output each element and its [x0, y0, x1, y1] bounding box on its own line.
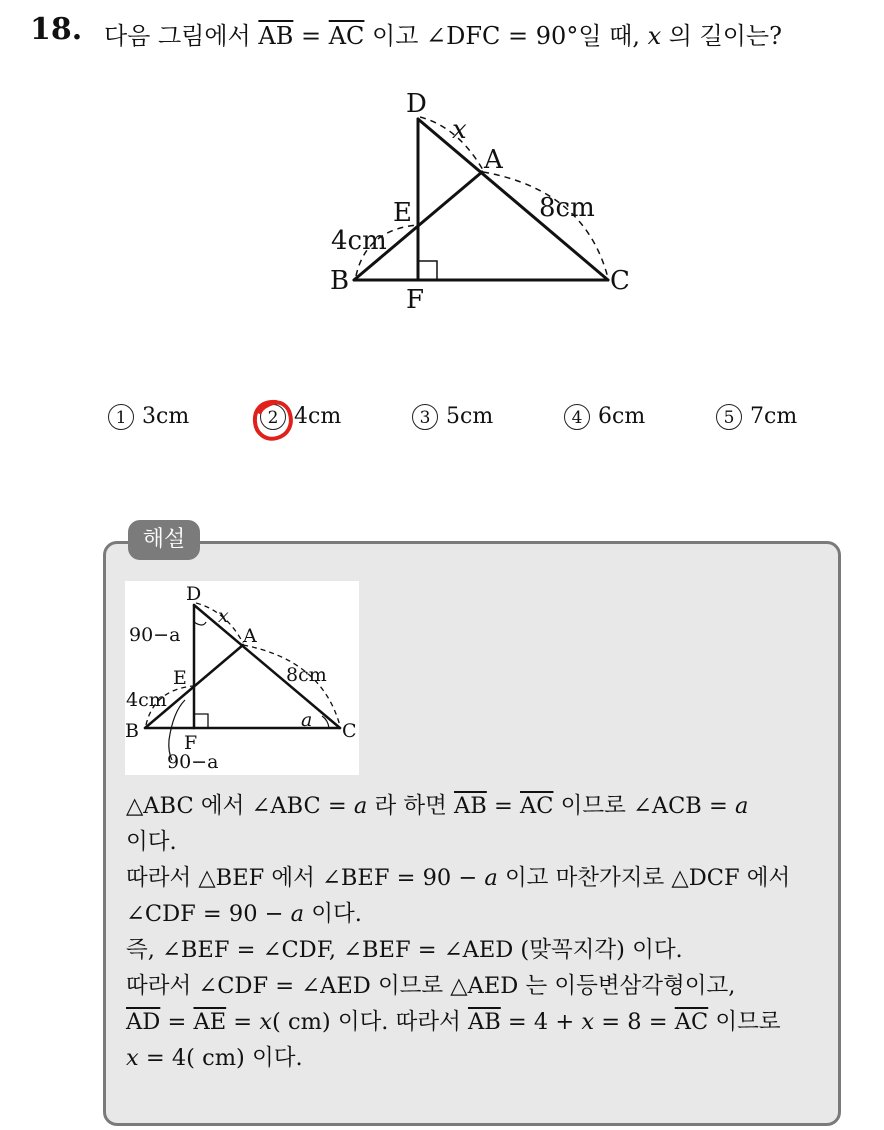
text-run: 즉, ∠BEF = ∠CDF, ∠BEF = ∠AED (맞꼭지각) 이다. [126, 937, 683, 963]
segment-ac: $\overline{AC}$ [674, 1009, 709, 1035]
choice-mark: 5 [716, 404, 742, 430]
solution-tab: 해설 [128, 520, 200, 560]
sol-label-c: C [342, 720, 357, 742]
text-run: 따라서 △BEF 에서 ∠BEF = 90 − [126, 865, 485, 891]
segment-ab: $\overline{AB}$ [258, 22, 294, 50]
answer-choices [100, 404, 820, 444]
text-run: 라 하면 [367, 793, 455, 819]
solution-line [126, 1004, 826, 1040]
label-e: E [393, 198, 412, 228]
solution-line [126, 824, 826, 860]
sol-label-a: A [243, 625, 257, 647]
segment-ab: $\overline{AB}$ [467, 1009, 501, 1035]
sol-label-a-angle: a [301, 709, 313, 731]
text-run: 이다. [126, 829, 177, 855]
question-text-part: 이고 ∠DFC = 90°일 때, [364, 22, 648, 50]
text-run: = 4 + [500, 1009, 582, 1035]
sol-label-x: x [218, 605, 229, 627]
choice-label: 3cm [142, 404, 190, 429]
segment-ad: $\overline{AD}$ [126, 1009, 161, 1035]
sol-label-be-length: 4cm [126, 689, 167, 711]
sol-label-e: E [173, 667, 187, 689]
text-run: x [259, 1009, 273, 1035]
label-be-length: 4cm [331, 226, 387, 256]
text-run: a [353, 793, 368, 819]
sol-label-f: F [184, 732, 198, 754]
choice-mark: 4 [564, 404, 590, 430]
label-ac-length: 8cm [539, 193, 595, 223]
sol-label-d: D [186, 583, 202, 605]
variable-x: x [647, 22, 662, 50]
segment-ae: $\overline{AE}$ [193, 1009, 227, 1035]
label-c: C [610, 266, 630, 296]
text-run: 이다. [304, 901, 362, 927]
choice-mark: 1 [108, 404, 134, 430]
label-b: B [330, 266, 350, 296]
text-run: = 8 = [594, 1009, 675, 1035]
question-text-part: = [293, 22, 329, 50]
text-run: △ABC 에서 ∠ABC = [126, 793, 354, 819]
question-text-part: 다음 그림에서 [104, 22, 259, 50]
sol-label-b: B [125, 720, 139, 742]
selected-answer-circle-icon [249, 396, 299, 446]
solution-figure [125, 581, 359, 775]
sol-label-angle-d: 90−a [129, 624, 181, 646]
sol-label-angle-e: 90−a [167, 751, 219, 773]
text-run: = [160, 1009, 194, 1035]
solution-line [126, 896, 826, 932]
solution-line [126, 968, 826, 1004]
solution-line [126, 1040, 826, 1076]
text-run: = [486, 793, 520, 819]
choice-mark: 2 [260, 404, 286, 430]
text-run: ∠CDF = 90 − [126, 901, 291, 927]
solution-text [126, 788, 826, 1076]
question-text-part: 의 길이는? [661, 22, 782, 50]
text-run: 이고 마찬가지로 △DCF 에서 [497, 865, 791, 891]
question-number: 18. [30, 12, 83, 47]
text-run: x [126, 1045, 139, 1071]
choice-mark: 3 [412, 404, 438, 430]
choice-4[interactable] [564, 404, 645, 430]
text-run: a [484, 865, 498, 891]
segment-ac: $\overline{AC}$ [519, 793, 554, 819]
choice-5[interactable] [716, 404, 797, 430]
label-x: x [452, 115, 467, 145]
choice-label: 7cm [750, 404, 798, 429]
arc-ac [483, 172, 608, 278]
text-run: = [226, 1009, 260, 1035]
segment-ab: $\overline{AB}$ [454, 793, 487, 819]
label-f: F [406, 285, 425, 315]
text-run: a [734, 793, 749, 819]
solution-line [126, 932, 826, 968]
choice-label: 5cm [446, 404, 494, 429]
text-run: = 4( cm) 이다. [138, 1045, 303, 1071]
question-text [104, 16, 782, 51]
label-d: D [406, 89, 427, 119]
triangle-figure [300, 80, 660, 320]
solution-line [126, 788, 826, 824]
right-angle-mark [418, 261, 437, 280]
text-run: a [290, 901, 305, 927]
choice-3[interactable] [412, 404, 493, 430]
solution-line [126, 860, 826, 896]
choice-1[interactable] [108, 404, 189, 430]
text-run: 따라서 ∠CDF = ∠AED 이므로 △AED 는 이등변삼각형이고, [126, 973, 736, 999]
text-run: 이므로 [708, 1009, 781, 1035]
text-run: 이므로 ∠ACB = [553, 793, 735, 819]
segment-ac: $\overline{AC}$ [328, 22, 365, 50]
label-a: A [484, 145, 503, 175]
text-run: x [581, 1009, 595, 1035]
choice-label: 4cm [294, 404, 342, 429]
choice-label: 6cm [598, 404, 646, 429]
text-run: ( cm) 이다. 따라서 [272, 1009, 468, 1035]
sol-label-ac-length: 8cm [286, 664, 327, 686]
